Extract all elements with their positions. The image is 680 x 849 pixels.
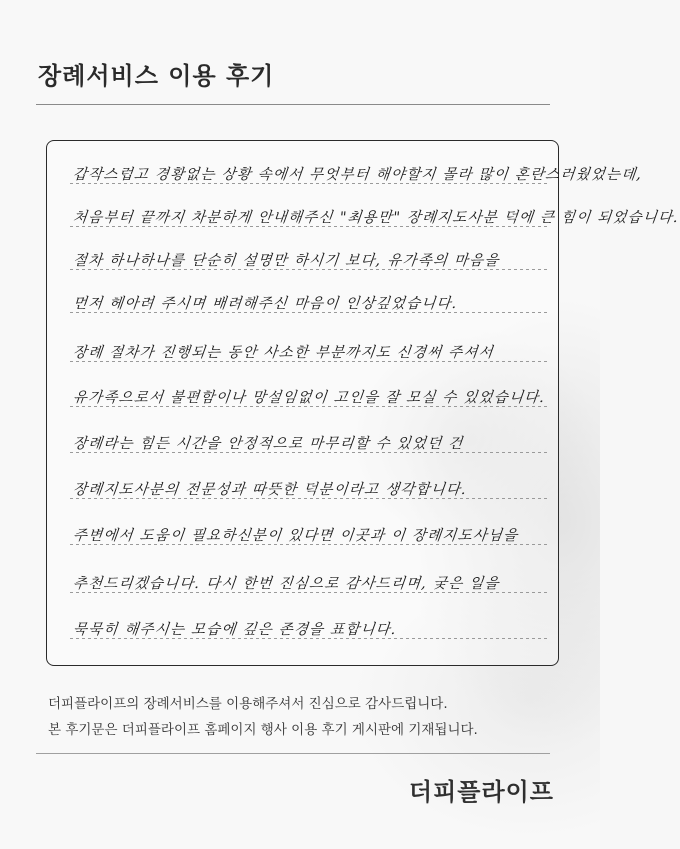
footer-divider bbox=[36, 753, 550, 754]
page-title: 장례서비스 이용 후기 bbox=[38, 62, 275, 90]
title-divider bbox=[36, 104, 550, 105]
handwritten-line: 장례 절차가 진행되는 동안 사소한 부분까지도 신경써 주셔서 bbox=[72, 345, 495, 361]
handwritten-line: 절차 하나하나를 단순히 설명만 하시기 보다, 유가족의 마음을 bbox=[72, 253, 501, 269]
publication-notice: 본 후기문은 더피플라이프 홈페이지 행사 이용 후기 게시판에 기재됩니다. bbox=[48, 722, 478, 738]
handwritten-line: 장례지도사분의 전문성과 따뜻한 덕분이라고 생각합니다. bbox=[72, 482, 468, 498]
handwritten-line: 유가족으로서 불편함이나 망설임없이 고인을 잘 모실 수 있었습니다. bbox=[72, 390, 547, 406]
handwritten-line: 먼저 헤아려 주시며 배려해주신 마음이 인상깊었습니다. bbox=[72, 296, 459, 312]
handwritten-line: 묵묵히 해주시는 모습에 깊은 존경을 표합니다. bbox=[72, 622, 398, 638]
handwritten-line: 처음부터 끝까지 차분하게 안내해주신 "최용만" 장례지도사분 덕에 큰 힘이 되었습니다. bbox=[72, 210, 680, 226]
brand-logo: 더피플라이프 bbox=[408, 778, 554, 806]
handwritten-line: 장례라는 힘든 시간을 안정적으로 마무리할 수 있었던 건 bbox=[72, 436, 465, 452]
thanks-message: 더피플라이프의 장례서비스를 이용해주셔서 진심으로 감사드립니다. bbox=[48, 696, 448, 712]
handwritten-line: 추천드리겠습니다. 다시 한번 진심으로 감사드리며, 궂은 일을 bbox=[72, 576, 501, 592]
handwritten-line: 주변에서 도움이 필요하신분이 있다면 이곳과 이 장례지도사님을 bbox=[72, 528, 520, 544]
handwritten-line: 갑작스럽고 경황없는 상황 속에서 무엇부터 해야할지 몰라 많이 혼란스러웠었는데, bbox=[72, 167, 644, 183]
